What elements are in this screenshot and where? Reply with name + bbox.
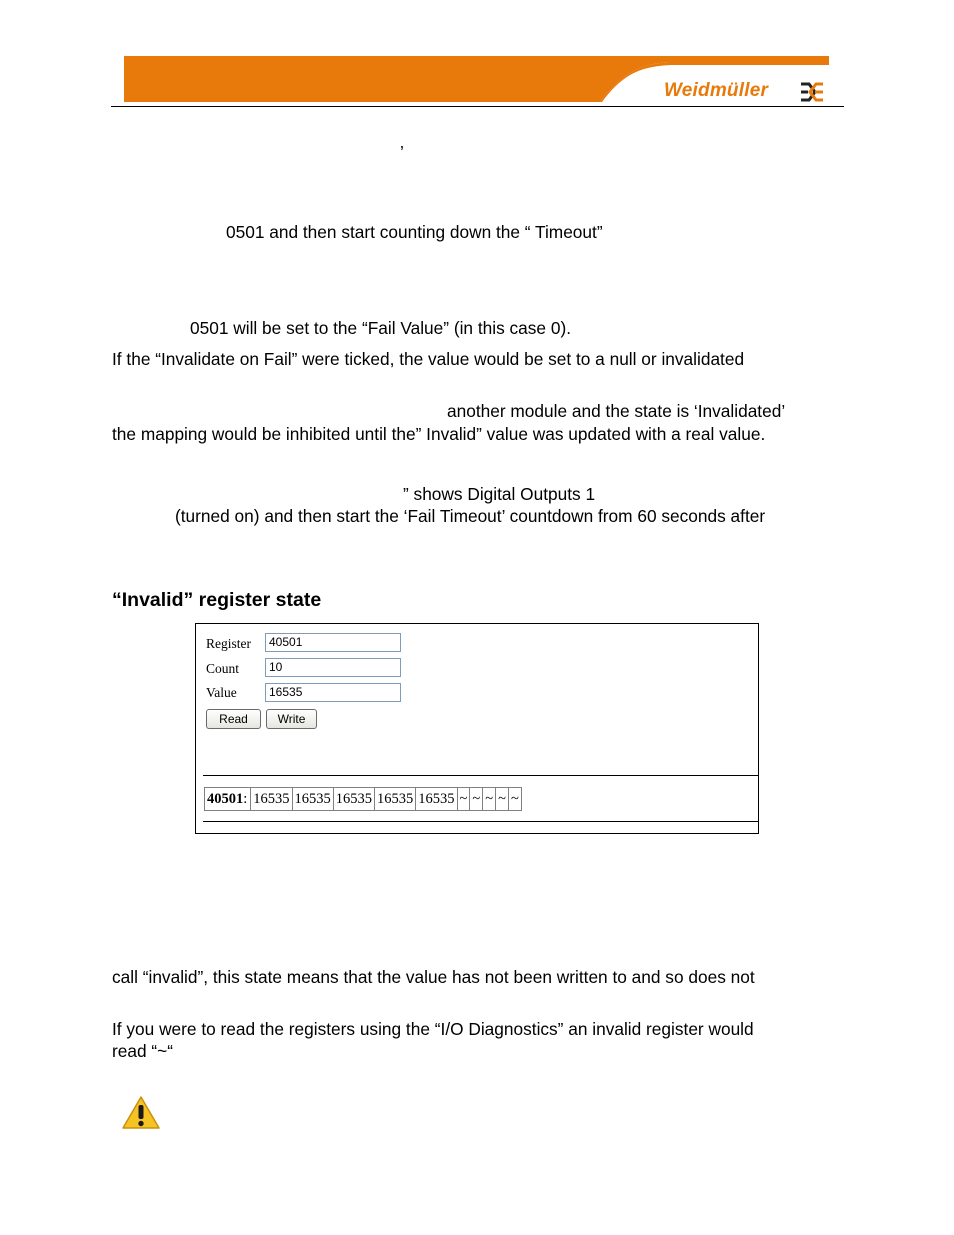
value-label: Value — [206, 685, 237, 700]
text-fragment-4: If the “Invalidate on Fail” were ticked, the value would be set to a null or invalidated — [112, 349, 745, 369]
result-address: 40501 — [207, 791, 244, 807]
result-cell: ~ — [496, 788, 509, 811]
register-results-table — [204, 787, 522, 811]
text-fragment-8b: read “~“ — [112, 1041, 173, 1061]
result-cell: 16535 — [251, 788, 292, 811]
text-fragment-2: 0501 and then start counting down the “ Timeout” — [226, 222, 603, 242]
brand-logo-text: Weidmüller — [664, 80, 769, 101]
text-fragment-5b: the mapping would be inhibited until the” Invalid” value was updated with a real value. — [112, 424, 766, 444]
text-fragment-3: 0501 will be set to the “Fail Value” (in this case 0). — [190, 318, 572, 338]
result-cell: ~ — [508, 788, 521, 811]
result-cell: 16535 — [333, 788, 374, 811]
warning-icon — [121, 1095, 161, 1131]
table-row — [205, 788, 522, 811]
weidmuller-logo-icon — [799, 82, 825, 102]
result-cell: ~ — [470, 788, 483, 811]
read-button[interactable]: Read — [206, 709, 261, 729]
separator-top — [203, 775, 758, 776]
count-input[interactable]: 10 — [265, 658, 401, 677]
text-fragment-6b: (turned on) and then start the ‘Fail Timeout’ countdown from 60 seconds after — [175, 506, 766, 526]
text-fragment-8a: If you were to read the registers using the “I/O Diagnostics” an invalid register would — [112, 1019, 754, 1039]
text-fragment-5a: another module and the state is ‘Invalidated’ — [447, 401, 786, 421]
text-fragment-6a: ” shows Digital Outputs 1 — [403, 484, 596, 504]
text-fragment-1: ’ — [400, 142, 404, 162]
register-input[interactable]: 40501 — [265, 633, 401, 652]
result-cell: ~ — [483, 788, 496, 811]
result-cell: 16535 — [292, 788, 333, 811]
separator-bottom — [203, 821, 758, 822]
count-label: Count — [206, 661, 240, 676]
register-screenshot — [195, 623, 759, 834]
text-fragment-7: call “invalid”, this state means that the value has not been written to and so does not — [112, 967, 755, 987]
section-heading: “Invalid” register state — [112, 589, 322, 611]
register-label: Register — [206, 636, 251, 651]
header-rule — [111, 106, 844, 107]
result-address-cell — [205, 788, 251, 811]
result-cell: 16535 — [416, 788, 457, 811]
value-input[interactable]: 16535 — [265, 683, 401, 702]
result-cell: 16535 — [375, 788, 416, 811]
result-cell: ~ — [457, 788, 470, 811]
result-colon: : — [243, 791, 248, 807]
write-button[interactable]: Write — [266, 709, 317, 729]
